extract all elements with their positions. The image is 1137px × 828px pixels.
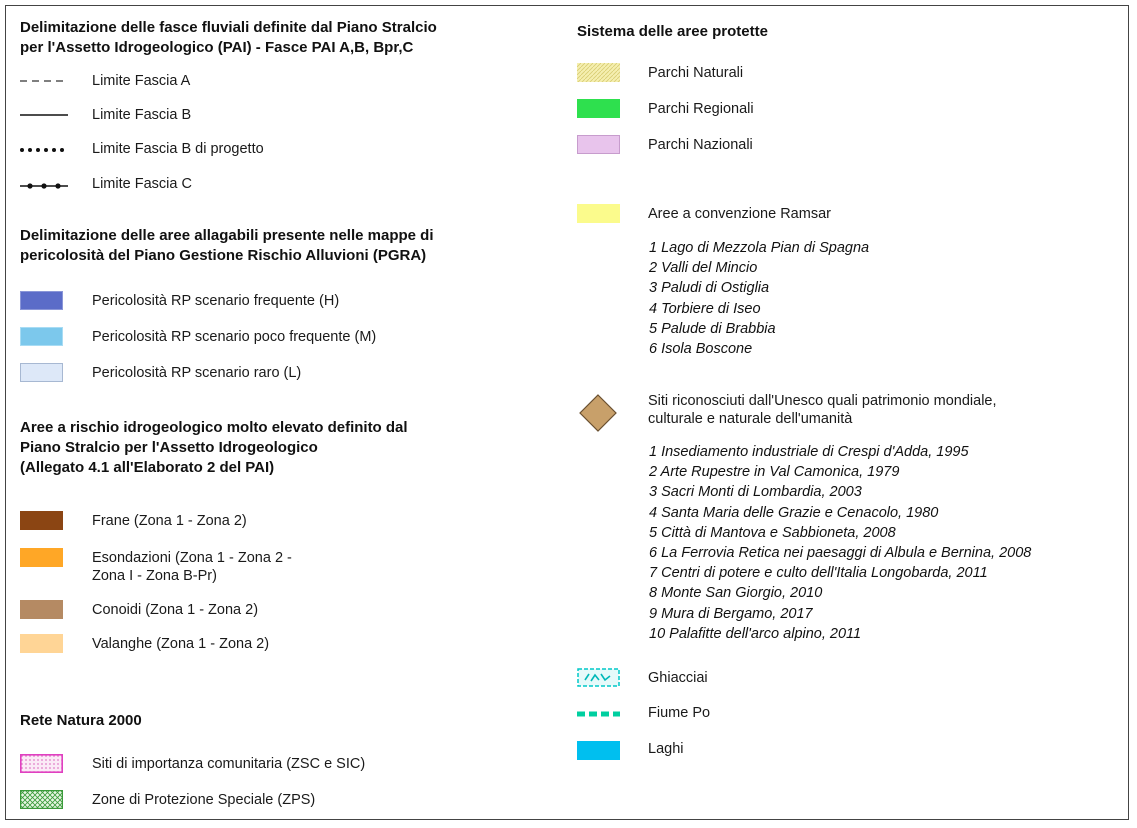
ramsar-swatch [577,204,620,223]
legend-label-line: Zona I - Zona B-Pr) [92,568,217,584]
legend-label: Valanghe (Zona 1 - Zona 2) [92,636,270,652]
glacier-icon [577,668,620,687]
pgra-l-swatch [20,363,63,382]
conoidi-swatch [20,600,63,619]
legend-label: Fiume Po [648,705,711,721]
legend-label: Ghiacciai [648,670,708,686]
legend-label-line: Siti riconosciuti dall'Unesco quali patrimonio mondiale, [648,393,997,409]
esondazioni-swatch [20,548,63,567]
legend-label: Limite Fascia B [92,107,192,123]
list-item: 6 La Ferrovia Retica nei paesaggi di Albula e Bernina, 2008 [649,545,1032,562]
legend-label: Parchi Naturali [648,65,744,81]
zps-swatch [20,790,63,809]
legend-label: Pericolosità RP scenario poco frequente (M) [92,329,377,345]
pgra-m-swatch [20,327,63,346]
zsc-sic-swatch [20,754,63,773]
list-item: 2 Valli del Mincio [649,260,758,277]
legend-label: Parchi Nazionali [648,137,753,153]
unesco-diamond-icon [578,393,618,433]
solid-line-icon [20,108,68,122]
rischio-heading-line: (Allegato 4.1 all'Elaborato 2 del PAI) [20,459,275,476]
legend-label-line: Esondazioni (Zona 1 - Zona 2 - [92,550,292,566]
list-item: 4 Torbiere di Iseo [649,300,761,317]
aree-protette-heading: Sistema delle aree protette [577,23,768,40]
legend-label: Pericolosità RP scenario frequente (H) [92,293,340,309]
list-item: 3 Paludi di Ostiglia [649,280,770,297]
pgra-heading-line: Delimitazione delle aree allagabili presente nelle mappe di [20,227,434,244]
list-item: 7 Centri di potere e culto dell'Italia Longobarda, 2011 [649,565,988,582]
list-item: 1 Insediamento industriale di Crespi d'Adda, 1995 [649,444,969,460]
legend-label [648,392,997,428]
legend-label: Zone di Protezione Speciale (ZPS) [92,792,316,808]
parchi-nazionali-swatch [577,135,620,154]
laghi-swatch [577,741,620,760]
pai-heading [20,18,437,58]
pgra-heading-line: pericolosità del Piano Gestione Rischio Alluvioni (PGRA) [20,247,427,264]
list-item: 10 Palafitte dell'arco alpino, 2011 [649,625,862,642]
valanghe-swatch [20,634,63,653]
list-item: 3 Sacri Monti di Lombardia, 2003 [649,484,862,501]
list-item: 8 Monte San Giorgio, 2010 [649,585,823,602]
legend-label: Conoidi (Zona 1 - Zona 2) [92,602,259,618]
rischio-heading-line: Aree a rischio idrogeologico molto elevato definito dal [20,419,408,436]
legend-label: Laghi [648,741,684,757]
list-item: 5 Città di Mantova e Sabbioneta, 2008 [649,524,896,541]
parchi-regionali-swatch [577,99,620,118]
unesco-sites-list [649,442,1031,644]
map-legend [5,5,1129,820]
legend-label: Siti di importanza comunitaria (ZSC e SIC) [92,756,366,772]
parchi-naturali-swatch [577,63,620,82]
list-item: 1 Lago di Mezzola Pian di Spagna [649,240,870,256]
list-item: 2 Arte Rupestre in Val Camonica, 1979 [649,464,900,481]
legend-label: Frane (Zona 1 - Zona 2) [92,513,247,529]
rischio-heading [20,418,408,478]
legend-label: Limite Fascia B di progetto [92,141,264,157]
pai-heading-line: Delimitazione delle fasce fluviali definite dal Piano Stralcio [20,19,437,36]
ramsar-sites-list [649,238,869,359]
legend-label: Limite Fascia C [92,176,192,192]
dotted-line-icon [20,142,68,156]
pai-heading-line: per l'Assetto Idrogeologico (PAI) - Fasce PAI A,B, Bpr,C [20,39,414,56]
legend-label [92,549,292,585]
dashed-river-icon [577,710,620,718]
list-item: 9 Mura di Bergamo, 2017 [649,605,813,622]
legend-label: Pericolosità RP scenario raro (L) [92,365,302,381]
legend-label-line: culturale e naturale dell'umanità [648,411,853,427]
legend-label: Parchi Regionali [648,101,754,117]
rischio-heading-line: Piano Stralcio per l'Assetto Idrogeologico [20,439,318,456]
dashed-line-icon [20,74,68,88]
pgra-h-swatch [20,291,63,310]
list-item: 4 Santa Maria delle Grazie e Cenacolo, 1980 [649,504,939,521]
natura-heading: Rete Natura 2000 [20,712,142,729]
dot-line-icon [20,178,68,192]
legend-label: Limite Fascia A [92,73,191,89]
pgra-heading [20,226,433,266]
frane-swatch [20,511,63,530]
list-item: 5 Palude di Brabbia [649,320,776,337]
list-item: 6 Isola Boscone [649,341,753,358]
legend-label: Aree a convenzione Ramsar [648,206,831,222]
